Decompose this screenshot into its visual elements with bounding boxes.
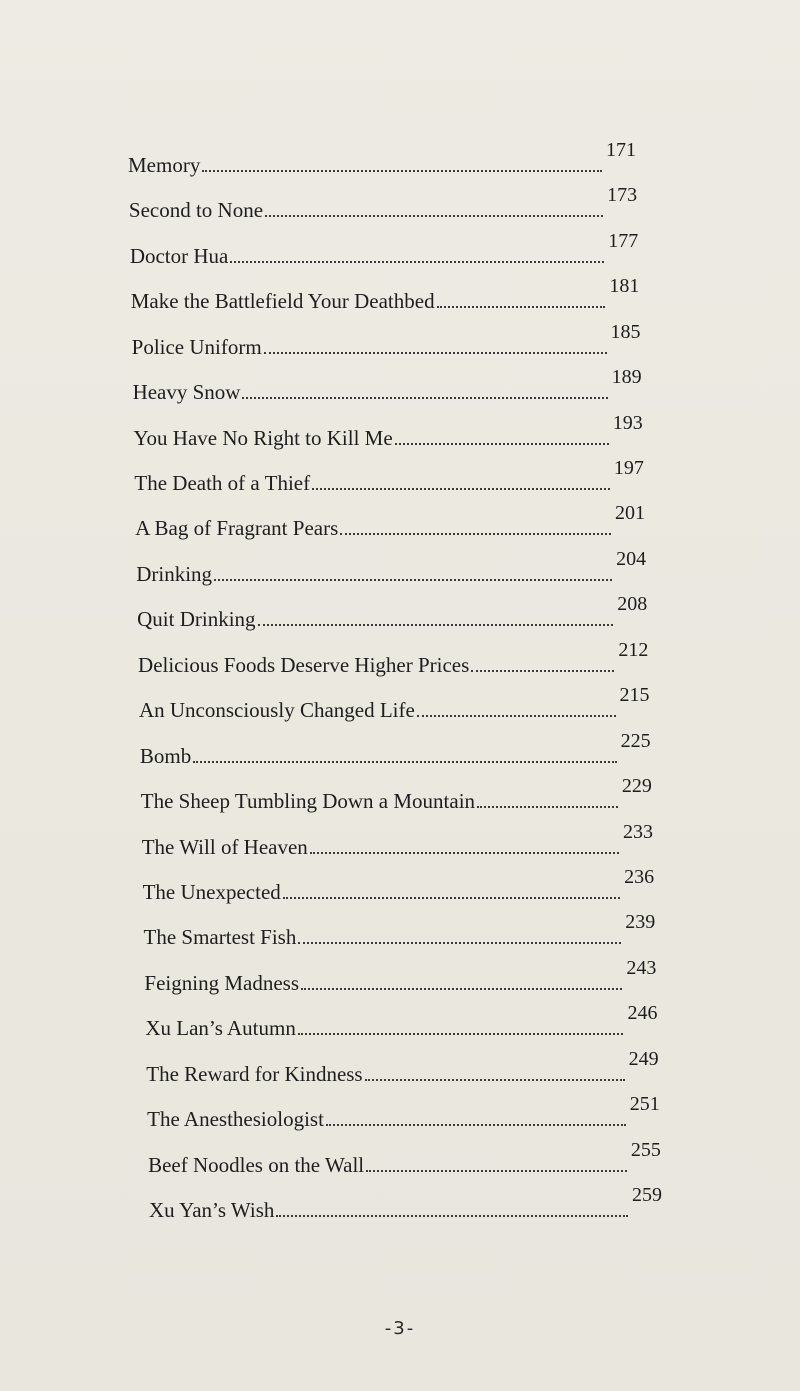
dot-leader xyxy=(301,988,622,990)
dot-leader xyxy=(298,942,621,944)
dot-leader xyxy=(395,443,609,445)
dot-leader xyxy=(276,1215,628,1217)
toc-entry-page: 259 xyxy=(632,1184,662,1206)
toc-entry xyxy=(147,1093,660,1132)
dot-leader xyxy=(214,579,612,581)
dot-leader xyxy=(326,1124,626,1126)
toc-entry-page: 189 xyxy=(611,366,642,389)
toc-entry-page: 243 xyxy=(626,956,657,979)
toc-entry xyxy=(143,911,656,950)
dot-leader xyxy=(312,488,610,490)
toc-entry-title: The Reward for Kindness xyxy=(146,1061,363,1086)
toc-entry-page: 197 xyxy=(613,457,644,480)
toc-entry xyxy=(149,1184,662,1222)
toc-entry-title: Delicious Foods Deserve Higher Prices xyxy=(138,652,470,677)
toc-entry xyxy=(138,638,649,677)
toc-entry-page: 233 xyxy=(622,820,653,843)
page-number: -3- xyxy=(384,1318,416,1339)
toc-entry xyxy=(128,184,638,223)
toc-entry-page: 215 xyxy=(619,684,650,707)
toc-entry xyxy=(146,1047,659,1086)
dot-leader xyxy=(366,1170,627,1172)
toc-entry xyxy=(129,229,639,268)
toc-entry-page: 251 xyxy=(629,1093,660,1116)
toc-entry-page: 255 xyxy=(630,1138,661,1161)
toc-entry xyxy=(139,729,651,768)
toc-entry-title: The Anesthesiologist xyxy=(147,1107,324,1132)
toc-entry-page: 173 xyxy=(607,184,638,207)
toc-entry-title: Xu Lan’s Autumn xyxy=(145,1016,296,1041)
toc-entry-title: Bomb xyxy=(139,743,192,768)
dot-leader xyxy=(202,170,602,172)
toc-entry-title: Quit Drinking xyxy=(137,607,256,632)
toc-entry xyxy=(148,1138,661,1177)
toc-entry-title: Beef Noodles on the Wall xyxy=(148,1152,365,1177)
toc-entry xyxy=(130,275,640,314)
dot-leader xyxy=(193,761,616,763)
toc-entry-page: 236 xyxy=(624,865,655,888)
toc-entry-title: Police Uniform xyxy=(131,334,262,359)
toc-entry-title: Feigning Madness xyxy=(144,970,299,995)
toc-entry-title: Xu Yan’s Wish xyxy=(149,1198,275,1222)
toc-entry xyxy=(138,684,650,723)
toc-entry-page: 204 xyxy=(616,547,647,570)
toc-entry-page: 181 xyxy=(609,275,640,298)
toc-entry-page: 208 xyxy=(617,593,648,616)
toc-entry-title: Drinking xyxy=(136,561,213,586)
toc-entry xyxy=(133,411,643,450)
toc-entry-page: 225 xyxy=(620,729,651,752)
toc-entry-title: The Will of Heaven xyxy=(141,834,308,859)
dot-leader xyxy=(310,852,619,854)
toc-entry-page: 246 xyxy=(627,1002,658,1025)
toc-entry-page: 193 xyxy=(612,411,643,434)
toc-entry-title: Make the Battlefield Your Deathbed xyxy=(130,289,435,314)
toc-entry-page: 212 xyxy=(618,638,649,661)
toc-entry xyxy=(145,1002,658,1041)
dot-leader xyxy=(477,806,618,808)
dot-leader xyxy=(264,352,607,354)
toc-entry xyxy=(134,457,644,496)
dot-leader xyxy=(242,397,607,399)
dot-leader xyxy=(340,533,611,535)
dot-leader xyxy=(265,215,603,217)
dot-leader xyxy=(298,1033,624,1035)
toc-entry-title: The Smartest Fish xyxy=(143,925,297,950)
toc-entry-page: 177 xyxy=(608,229,639,252)
toc-entry xyxy=(136,547,647,586)
dot-leader xyxy=(437,306,606,308)
toc-entry-title: Memory xyxy=(128,153,201,177)
toc-entry xyxy=(131,320,641,359)
dot-leader xyxy=(365,1079,625,1081)
toc-entry-title: Second to None xyxy=(128,198,264,223)
toc-entry-title: The Sheep Tumbling Down a Mountain xyxy=(140,789,476,814)
toc-entry-title: The Death of a Thief xyxy=(134,471,311,496)
toc-entry xyxy=(137,593,648,632)
toc-entry xyxy=(140,775,652,814)
dot-leader xyxy=(230,261,604,263)
toc-entry-title: Heavy Snow xyxy=(132,380,241,405)
toc-entry-title: An Unconsciously Changed Life xyxy=(138,698,415,723)
toc-entry-page: 185 xyxy=(610,320,641,343)
toc-entry xyxy=(144,956,657,995)
dot-leader xyxy=(258,624,614,626)
toc-entry xyxy=(128,139,636,177)
toc-entry-title: You Have No Right to Kill Me xyxy=(133,425,393,450)
toc-entry-page: 229 xyxy=(621,775,652,798)
toc-entry-title: Doctor Hua xyxy=(129,243,229,268)
toc-entry xyxy=(141,820,653,859)
toc-entry-page: 171 xyxy=(606,139,636,161)
toc-entry-page: 239 xyxy=(625,911,656,934)
toc-entry xyxy=(132,366,642,405)
toc-entry xyxy=(135,502,646,541)
toc-entry-page: 201 xyxy=(615,502,646,525)
toc-entry-page: 249 xyxy=(628,1047,659,1070)
toc-entry-title: The Unexpected xyxy=(142,879,281,904)
toc-entry xyxy=(142,865,655,904)
dot-leader xyxy=(417,715,616,717)
dot-leader xyxy=(283,897,620,899)
dot-leader xyxy=(471,670,614,672)
toc-entry-title: A Bag of Fragrant Pears xyxy=(135,516,339,541)
